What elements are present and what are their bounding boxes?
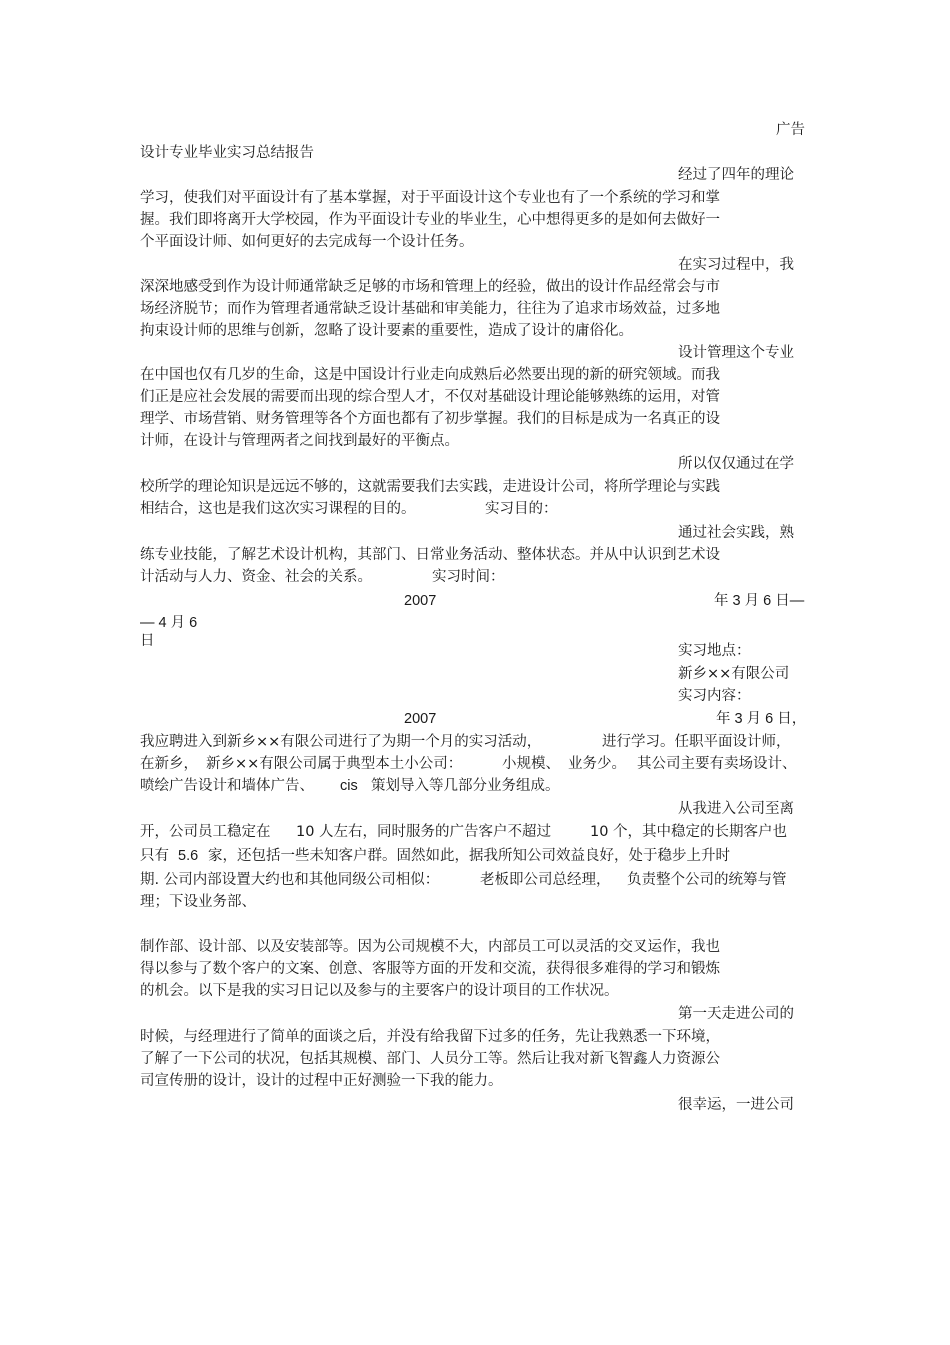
paragraph-line: 时候，与经理进行了简单的面谈之后，并没有给我留下过多的任务，先让我熟悉一下环境， bbox=[140, 1029, 720, 1045]
paragraph-lead: 通过社会实践，熟 bbox=[678, 525, 794, 541]
paragraph-lead: 经过了四年的理论 bbox=[678, 167, 794, 183]
section-label-content: 实习内容： bbox=[678, 688, 751, 704]
time-year: 2007 bbox=[404, 593, 437, 609]
paragraph-line: 个平面设计师、如何更好的去完成每一个设计任务。 bbox=[140, 234, 474, 250]
paragraph-line: 家，还包括一些未知客户群。固然如此，据我所知公司效益良好，处于稳步上升时 bbox=[208, 848, 730, 864]
paragraph-line: 业务少。 bbox=[568, 756, 626, 772]
paragraph-line: 策划导入等几部分业务组成。 bbox=[371, 778, 560, 794]
paragraph-lead: 所以仅仅通过在学 bbox=[678, 456, 794, 472]
time-date-day: 日 bbox=[140, 633, 155, 649]
content-year: 2007 bbox=[404, 711, 437, 727]
paragraph-line: 在新乡， bbox=[140, 756, 198, 772]
paragraph-line: 新乡××有限公司属于典型本土小公司： bbox=[206, 756, 463, 772]
paragraph-line: 在中国也仅有几岁的生命，这是中国设计行业走向成熟后必然要出现的新的研究领域。而我 bbox=[140, 367, 720, 383]
section-label-place: 实习地点： bbox=[678, 643, 751, 659]
paragraph-line: 司宣传册的设计，设计的过程中正好测验一下我的能力。 bbox=[140, 1073, 503, 1089]
paragraph-line: 们正是应社会发展的需要而出现的综合型人才，不仅对基础设计理论能够熟练的运用，对管 bbox=[140, 389, 720, 405]
time-date-start: 年 3 月 6 日— bbox=[714, 593, 805, 609]
paragraph-line: 拘束设计师的思维与创新，忽略了设计要素的重要性，造成了设计的庸俗化。 bbox=[140, 323, 633, 339]
paragraph-line: 学习，使我们对平面设计有了基本掌握，对于平面设计这个专业也有了一个系统的学习和掌 bbox=[140, 190, 720, 206]
paragraph-line: 我应聘进入到新乡××有限公司进行了为期一个月的实习活动， bbox=[140, 734, 542, 750]
paragraph-line: 5.6 bbox=[178, 848, 199, 864]
paragraph-line: 相结合，这也是我们这次实习课程的目的。 bbox=[140, 501, 416, 517]
paragraph-line: 理；下设业务部、 bbox=[140, 894, 256, 910]
paragraph-line: 场经济脱节；而作为管理者通常缺乏设计基础和审美能力，往往为了追求市场效益，过多地 bbox=[140, 301, 720, 317]
paragraph-lead: 在实习过程中，我 bbox=[678, 257, 794, 273]
paragraph-lead: 很幸运，一进公司 bbox=[678, 1097, 794, 1113]
header-tag: 广告 bbox=[776, 122, 805, 138]
section-label-time: 实习时间： bbox=[432, 569, 505, 585]
paragraph-line: 喷绘广告设计和墙体广告、 bbox=[140, 778, 314, 794]
paragraph-line: 的机会。以下是我的实习日记以及参与的主要客户的设计项目的工作状况。 bbox=[140, 983, 619, 999]
paragraph-line: 深深地感受到作为设计师通常缺乏足够的市场和管理上的经验，做出的设计作品经常会与市 bbox=[140, 279, 720, 295]
paragraph-line: 练专业技能，了解艺术设计机构，其部门、日常业务活动、整体状态。并从中认识到艺术设 bbox=[140, 547, 720, 563]
paragraph-line: 计师，在设计与管理两者之间找到最好的平衡点。 bbox=[140, 433, 459, 449]
paragraph-lead: 设计管理这个专业 bbox=[678, 345, 794, 361]
paragraph-line: 理学、市场营销、财务管理等各个方面也都有了初步掌握。我们的目标是成为一名真正的设 bbox=[140, 411, 720, 427]
content-date: 年 3 月 6 日， bbox=[716, 711, 807, 727]
paragraph-lead: 从我进入公司至离 bbox=[678, 801, 794, 817]
time-date-end: — 4 月 6 bbox=[140, 615, 198, 631]
paragraph-line: 了解了一下公司的状况，包括其规模、部门、人员分工等。然后让我对新飞智鑫人力资源公 bbox=[140, 1051, 720, 1067]
paragraph-line: 10 人左右，同时服务的广告客户不超过 bbox=[296, 824, 552, 840]
paragraph-line: 只有 bbox=[140, 848, 169, 864]
paragraph-line: 老板即公司总经理， bbox=[480, 872, 611, 888]
paragraph-line: 其公司主要有卖场设计、 bbox=[637, 756, 797, 772]
document-title: 设计专业毕业实习总结报告 bbox=[140, 145, 314, 161]
paragraph-line: 进行学习。任职平面设计师， bbox=[602, 734, 791, 750]
paragraph-line: 校所学的理论知识是远远不够的，这就需要我们去实践，走进设计公司，将所学理论与实践 bbox=[140, 479, 720, 495]
paragraph-line: 开，公司员工稳定在 bbox=[140, 824, 271, 840]
paragraph-line: 10 个，其中稳定的长期客户也 bbox=[590, 824, 788, 840]
paragraph-line: 负责整个公司的统筹与管 bbox=[627, 872, 787, 888]
place-value: 新乡××有限公司 bbox=[678, 666, 790, 682]
section-label-purpose: 实习目的： bbox=[485, 501, 558, 517]
paragraph-line: cis bbox=[340, 778, 358, 794]
paragraph-line: 握。我们即将离开大学校园，作为平面设计专业的毕业生，心中想得更多的是如何去做好一 bbox=[140, 212, 720, 228]
paragraph-line: 小规模、 bbox=[502, 756, 560, 772]
paragraph-lead: 第一天走进公司的 bbox=[678, 1006, 794, 1022]
paragraph-line: 期. 公司内部设置大约也和其他同级公司相似： bbox=[140, 872, 440, 888]
paragraph-line: 制作部、设计部、以及安装部等。因为公司规模不大，内部员工可以灵活的交叉运作，我也 bbox=[140, 939, 720, 955]
paragraph-line: 计活动与人力、资金、社会的关系。 bbox=[140, 569, 372, 585]
paragraph-line: 得以参与了数个客户的文案、创意、客服等方面的开发和交流，获得很多难得的学习和锻炼 bbox=[140, 961, 720, 977]
